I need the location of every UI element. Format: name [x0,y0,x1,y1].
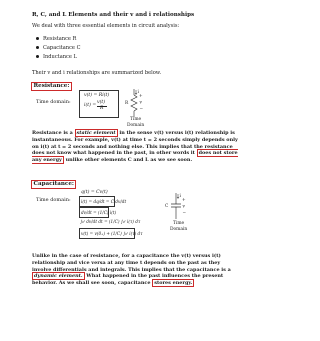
list-item-label: Capacitance C [43,45,81,51]
capacitor-C-label: C [165,204,169,209]
cap-eq-current-box [79,196,127,207]
resistance-time-domain-label: Time domain: [36,99,71,105]
resistance-eq2-num: v(t) [97,100,106,105]
resistance-ohm-law: v(t) = Ri(t) [84,93,110,98]
capacitance-equations [79,190,159,249]
para-text: What happened in the past influences the present behavior. As we shall see soon, capacitance [32,273,224,287]
resistor-caption-domain: Domain [127,123,145,128]
cap-eq-dv-box [79,207,117,218]
resistor-caption-time: Time [130,117,142,122]
capacitor-v-label: v [182,204,185,210]
para-text: in the sense v(t) versus i(t) relationship is instantaneous. For example, v(t) at time t = 2 seconds simply depends only on i(t) at t = 2 seconds and nothing else. This implies that the resistance does not know what happened in the past, in other words it [32,130,238,157]
resistor-minus-label: − [139,107,144,112]
resistor-R-label: R [125,101,129,106]
highlight-dynamic-element: dynamic element. [34,273,83,280]
capacitor-current-label: i [179,194,181,199]
cap-eq-current: i(t) = dq/dt = C dv/dt [81,198,127,204]
capacitor-caption-time: Time [173,221,185,226]
highlight-no-energy: does not store any energy [32,150,238,164]
highlight-static-element: static element [76,130,116,136]
summary-text: Their v and i relationships are summarized below. [32,70,162,76]
para-text: Unlike in the case of resistance, for a capacitance the v(t) versus i(t) relationship and vice versa at any time t depends on the past as they involve differentials and integrals. This implies that the capacitance is a [32,253,231,273]
resistor-zigzag-icon [131,95,137,111]
list-item-label: Inductance L [43,54,77,60]
capacitance-paragraph [32,253,240,287]
capacitor-caption-domain: Domain [170,227,188,232]
capacitor-minus-label: − [182,211,187,216]
list-item [36,54,77,60]
section-heading: R, C, and L Elements and their v and i relationships [32,12,195,18]
highlight-stores-energy: stores energy. [154,280,193,287]
capacitance-time-domain-label: Time domain: [36,197,71,203]
resistance-equation-box [79,90,119,118]
resistance-eq2-lhs: i(t) = [84,103,97,108]
para-text: Resistance is a [32,130,73,136]
resistance-title: Resistance: [31,82,72,91]
intro-text: We deal with three essential elements in circuit analysis: [32,23,180,29]
capacitance-title: Capacitance: [31,180,76,189]
cap-eq-dv: dv/dt = (1/C) i(t) [81,209,117,215]
resistor-current-label: i [137,90,139,95]
resistor-v-label: v [139,100,142,106]
resistor-plus-label: + [139,94,143,99]
cap-eq-final: v(t) = v(0₊) + (1/C) ∫₀ᵗ i(τ) dτ [81,230,143,236]
list-item-label: Resistance R [43,36,77,42]
cap-eq-charge: q(t) = Cv(t) [81,190,108,195]
list-item [36,45,80,51]
bullet-icon [36,46,39,49]
list-item [36,36,76,42]
cap-eq-integral: ∫₀ᵗ dv/dt dt = (1/C) ∫₀ᵗ i(τ) dτ [80,219,141,224]
resistance-paragraph [32,130,240,164]
cap-eq-final-box [79,228,143,239]
bullet-icon [36,37,39,40]
para-text: unlike other elements C and L as we see soon. [65,157,193,164]
resistance-eq2-den: R [100,106,104,111]
capacitor-plus-label: + [182,198,186,203]
bullet-icon [36,55,39,58]
